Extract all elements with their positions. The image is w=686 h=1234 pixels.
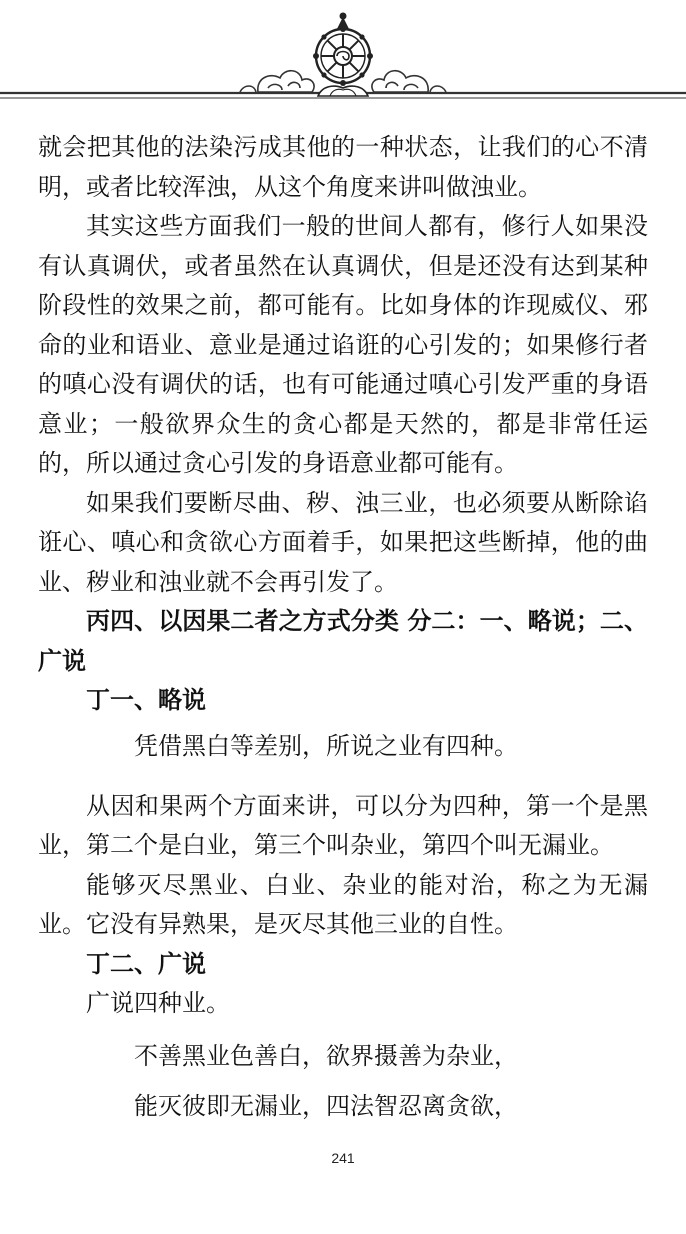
paragraph-continuation: 就会把其他的法染污成其他的一种状态，让我们的心不清明，或者比较浑浊，从这个角度来讲叫做浊业。 bbox=[38, 133, 648, 201]
header-ornament bbox=[0, 0, 686, 120]
paragraph: 其实这些方面我们一般的世间人都有，修行人如果没有认真调伏，或者虽然在认真调伏，但是还没有达到某种阶段性的效果之前，都可能有。比如身体的诈现威仪、邪命的业和语业、意业是通过谄诳的心引发的；如果修行者的嗔心没有调伏的话，也有可能通过嗔心引发严重的身语意业；一般欲界众生的贪心都是天然的，都是非常任运的，所以通过贪心引发的身语意业都可能有。 bbox=[38, 212, 648, 477]
page-number: 241 bbox=[331, 1150, 355, 1166]
paragraph-intro: 广说四种业。 bbox=[86, 989, 230, 1017]
verse-line: 凭借黑白等差别，所说之业有四种。 bbox=[134, 731, 518, 760]
page-content bbox=[38, 128, 648, 1126]
left-cloud-icon bbox=[240, 71, 314, 92]
section-heading: 丙四、以因果二者之方式分类 分二：一、略说；二、广说 bbox=[38, 607, 648, 675]
dharma-wheel-icon bbox=[313, 13, 373, 96]
right-cloud-icon bbox=[372, 71, 446, 92]
paragraph: 能够灭尽黑业、白业、杂业的能对治，称之为无漏业。它没有异熟果，是灭尽其他三业的自性。 bbox=[38, 870, 648, 938]
verse-line: 不善黑业色善白，欲界摄善为杂业， bbox=[134, 1041, 518, 1070]
subsection-heading-brief: 丁一、略说 bbox=[86, 686, 206, 714]
subsection-heading-extensive: 丁二、广说 bbox=[86, 949, 206, 978]
page-header bbox=[0, 0, 686, 120]
paragraph: 从因和果两个方面来讲，可以分为四种，第一个是黑业，第二个是白业，第三个叫杂业，第四个叫无漏业。 bbox=[38, 791, 648, 859]
verse-line: 能灭彼即无漏业，四法智忍离贪欲， bbox=[134, 1091, 518, 1120]
paragraph: 如果我们要断尽曲、秽、浊三业，也必须要从断除谄诳心、嗔心和贪欲心方面着手，如果把这些断掉，他的曲业、秽业和浊业就不会再引发了。 bbox=[38, 488, 648, 596]
